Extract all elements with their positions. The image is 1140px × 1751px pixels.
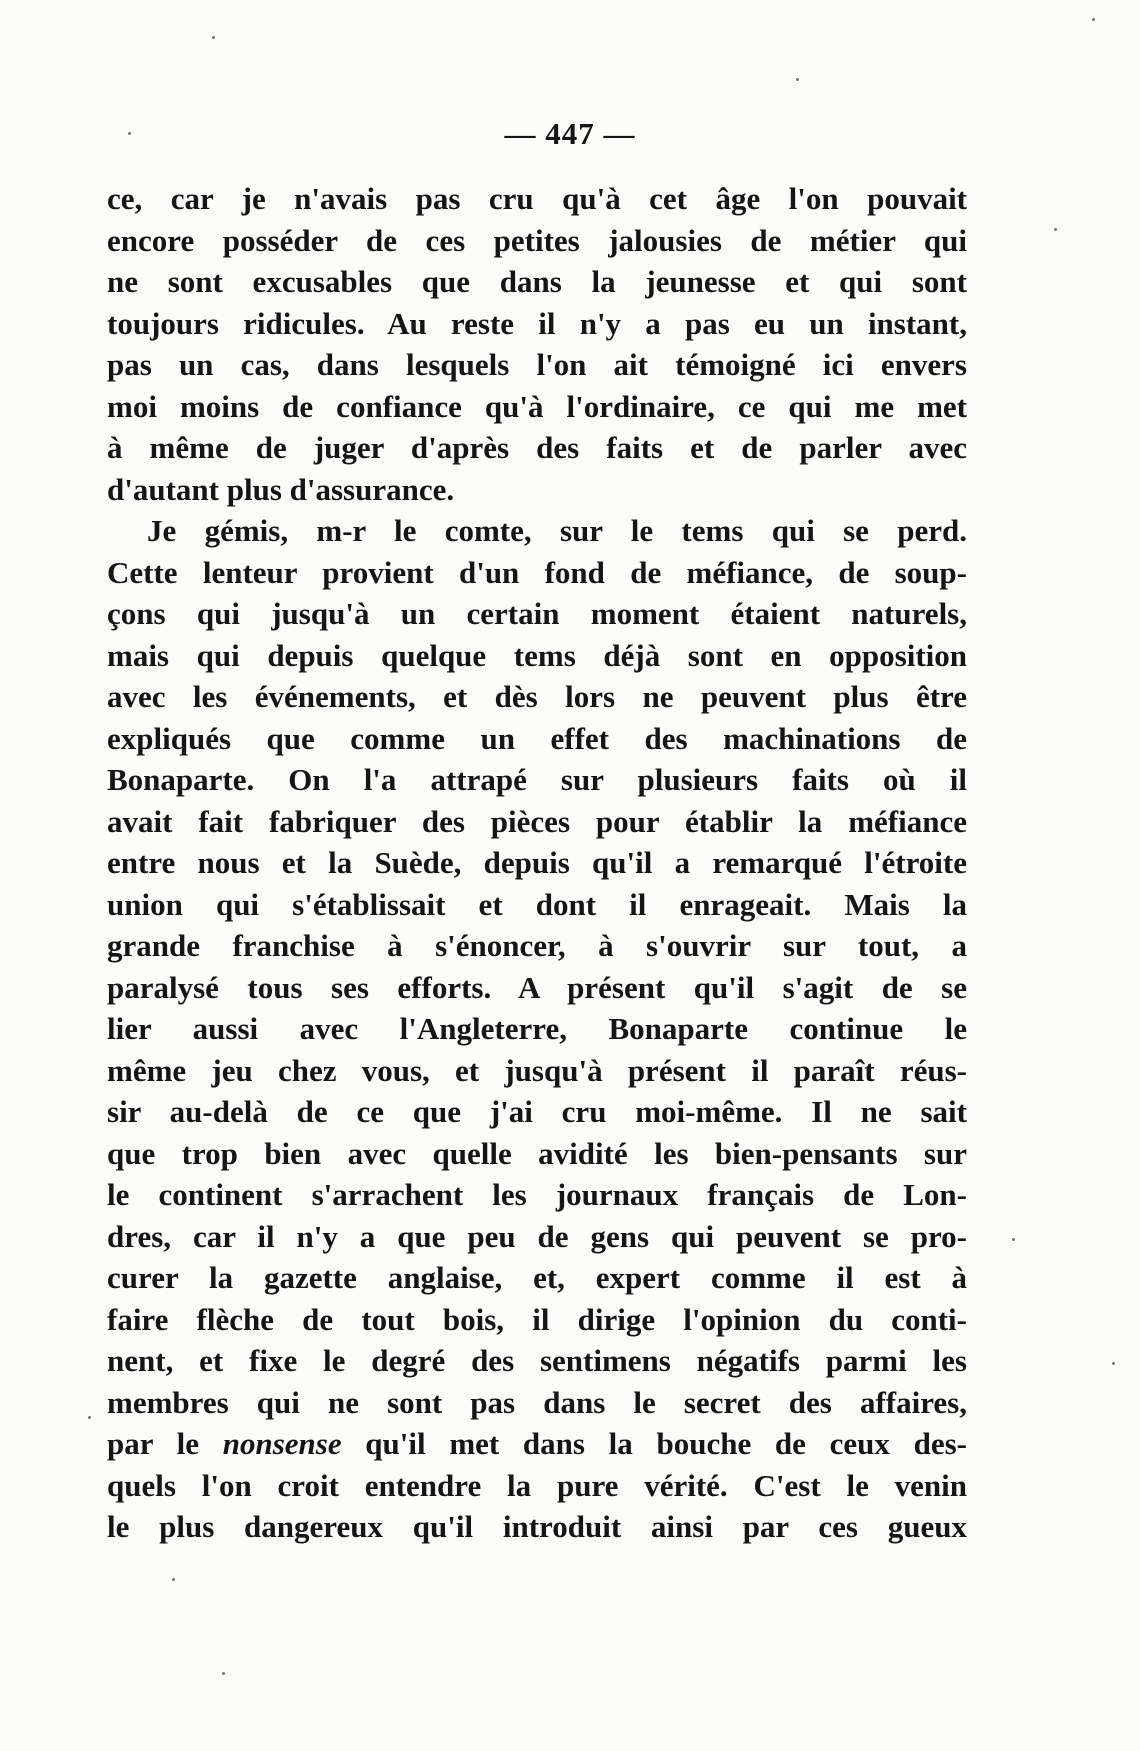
- text-line: paralysé tous ses efforts. A présent qu'il s'agit de se: [107, 969, 967, 1005]
- text-line: union qui s'établissait et dont il enrageait. Mais la: [107, 886, 967, 922]
- text-line: sir au-delà de ce que j'ai cru moi-même. Il ne sait: [107, 1094, 967, 1129]
- text-line: quels l'on croit entendre la pure vérité. C'est le venin: [107, 1467, 967, 1503]
- scan-speck: [796, 78, 799, 81]
- page-number: — 447 —: [504, 116, 636, 151]
- text-line: pas un cas, dans lesquels l'on ait témoigné ici envers: [107, 347, 967, 382]
- scan-speck: [128, 132, 131, 135]
- scan-speck: [172, 1578, 175, 1581]
- body-text: [107, 178, 967, 1548]
- scan-speck: [1092, 18, 1095, 21]
- text-line: moi moins de confiance qu'à l'ordinaire, ce qui me met: [107, 388, 967, 424]
- text-line: avec les événements, et dès lors ne peuvent plus être: [107, 679, 967, 714]
- text-line: curer la gazette anglaise, et, expert comme il est à: [107, 1260, 967, 1295]
- text-line: d'autant plus d'assurance.: [107, 471, 455, 507]
- text-line: toujours ridicules. Au reste il n'y a pas eu un instant,: [107, 305, 967, 341]
- text-line: le continent s'arrachent les journaux français de Lon-: [107, 1177, 967, 1212]
- scan-speck: [212, 36, 215, 39]
- text-line: ne sont excusables que dans la jeunesse et qui sont: [107, 264, 967, 299]
- text-line: le plus dangereux qu'il introduit ainsi par ces gueux: [107, 1509, 967, 1544]
- text-line: ce, car je n'avais pas cru qu'à cet âge l'on pouvait: [107, 181, 967, 216]
- text-line: encore posséder de ces petites jalousies de métier qui: [107, 222, 967, 258]
- text-run: qu'il met dans la bouche de ceux des-: [341, 1426, 967, 1461]
- text-line: expliqués que comme un effet des machinations de: [107, 720, 967, 756]
- text-line: çons qui jusqu'à un certain moment étaient naturels,: [107, 596, 967, 631]
- text-line: même jeu chez vous, et jusqu'à présent il paraît réus-: [107, 1052, 967, 1088]
- text-line: dres, car il n'y a que peu de gens qui peuvent se pro-: [107, 1218, 967, 1254]
- text-line: grande franchise à s'énoncer, à s'ouvrir sur tout, a: [107, 928, 967, 963]
- scan-speck: [1054, 228, 1057, 231]
- text-line: lier aussi avec l'Angleterre, Bonaparte continue le: [107, 1011, 967, 1046]
- text-line: mais qui depuis quelque tems déjà sont en opposition: [107, 637, 967, 673]
- text-line: entre nous et la Suède, depuis qu'il a remarqué l'étroite: [107, 845, 967, 880]
- scan-speck: [88, 1416, 91, 1419]
- text-line: à même de juger d'après des faits et de parler avec: [107, 430, 967, 465]
- text-line: nent, et fixe le degré des sentimens négatifs parmi les: [107, 1343, 967, 1378]
- scan-speck: [1112, 1362, 1115, 1365]
- text-line: Bonaparte. On l'a attrapé sur plusieurs faits où il: [107, 762, 967, 797]
- text-line: avait fait fabriquer des pièces pour établir la méfiance: [107, 803, 967, 839]
- text-line: membres qui ne sont pas dans le secret des affaires,: [107, 1384, 967, 1420]
- paragraph-1: [107, 178, 967, 510]
- text-line-with-italic: [107, 1423, 967, 1465]
- text-run: par le: [107, 1426, 223, 1461]
- text-line: Je gémis, m-r le comte, sur le tems qui se perd.: [147, 513, 967, 548]
- italic-word: nonsense: [222, 1426, 342, 1461]
- scan-speck: [222, 1672, 225, 1675]
- paragraph-2: [107, 510, 967, 1548]
- text-line: que trop bien avec quelle avidité les bien-pensants sur: [107, 1135, 967, 1171]
- scan-speck: [1012, 1238, 1015, 1241]
- text-line: faire flèche de tout bois, il dirige l'opinion du conti-: [107, 1301, 967, 1337]
- text-line: Cette lenteur provient d'un fond de méfiance, de soup-: [107, 554, 967, 590]
